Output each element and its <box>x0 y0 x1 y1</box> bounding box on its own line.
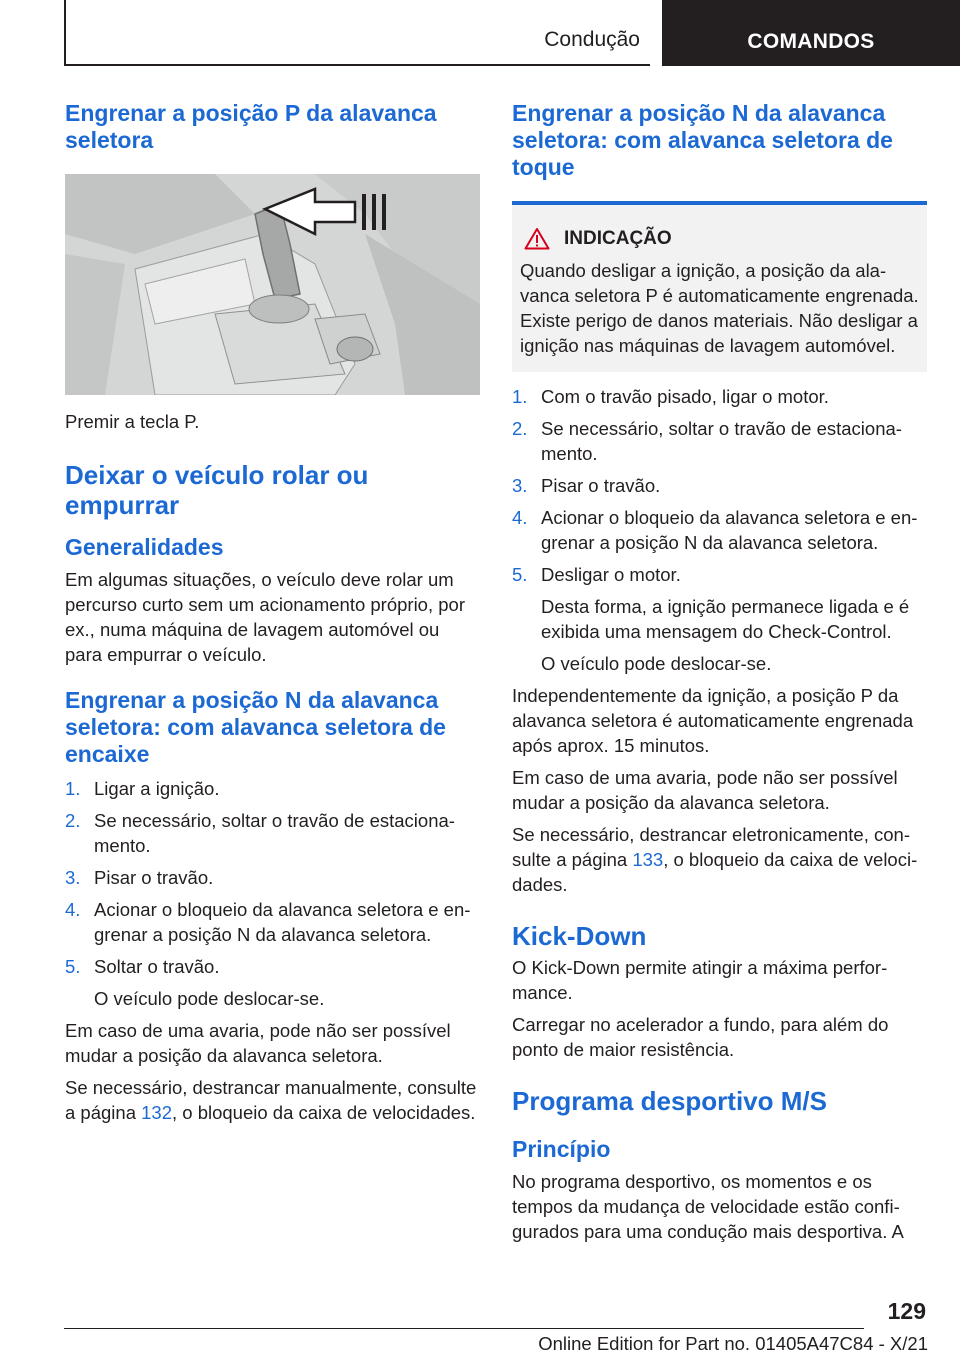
list-item: 2. Se necessário, soltar o travão de estacionamento. <box>65 810 455 856</box>
heading-sport-program: Programa desportivo M/S <box>512 1086 827 1116</box>
header-rule-vertical <box>64 0 66 66</box>
paragraph-fault: Em caso de uma avaria, pode não ser possível mudar a posição da alavanca seletora. <box>65 1020 451 1066</box>
footer-rule <box>64 1328 864 1329</box>
warning-box <box>512 201 927 372</box>
list-item: 5. Desligar o motor. <box>512 564 681 585</box>
paragraph-electronic-unlock: Se necessário, destrancar eletronicamente, consulte a página 133, o bloqueio da caixa de velocidades. <box>512 824 918 895</box>
steps-list-left <box>65 776 480 979</box>
paragraph-manual-unlock: Se necessário, destrancar manualmente, consulte a página 132, o bloqueio da caixa de velocidades. <box>65 1077 477 1123</box>
list-item: 4. Acionar o bloqueio da alavanca seletora e engrenar a posição N da alavanca seletora. <box>65 899 471 945</box>
step-note: O veículo pode deslocar-se. <box>94 988 325 1009</box>
list-item: 1. Ligar a ignição. <box>65 778 220 799</box>
paragraph-kick-down-1: O Kick-Down permite atingir a máxima performance. <box>512 957 888 1003</box>
step-note-roll: O veículo pode deslocar-se. <box>541 653 772 674</box>
warning-triangle-icon <box>524 227 550 250</box>
heading-neutral-lever: Engrenar a posição N da alavanca seletora: com alavanca seletora de encaixe <box>65 687 446 767</box>
heading-neutral-touch: Engrenar a posição N da alavanca seletora: com alavanca seletora de toque <box>512 100 893 180</box>
step-note-check-control: Desta forma, a ignição permanece ligada e é exibida uma mensagem do Check-Control. <box>541 596 910 642</box>
page-link-133[interactable]: 133 <box>632 849 664 870</box>
heading-park-position: Engrenar a posição P da alavanca seletora <box>65 100 437 153</box>
left-column <box>65 100 480 1132</box>
warning-title: INDICAÇÃO <box>564 227 672 249</box>
gear-selector-drawing <box>65 174 480 395</box>
paragraph-principle: No programa desportivo, os momentos e os tempos da mudança de velocidade estão configurados para uma condução mais desportiva. A <box>512 1171 904 1242</box>
heading-kick-down: Kick-Down <box>512 921 647 951</box>
gear-selector-illustration <box>65 174 480 395</box>
paragraph-fault-right: Em caso de uma avaria, pode não ser possível mudar a posição da alavanca seletora. <box>512 767 898 813</box>
list-item: 4. Acionar o bloqueio da alavanca seletora e engrenar a posição N da alavanca seletora. <box>512 507 918 553</box>
right-column <box>512 100 927 1251</box>
list-item: 3. Pisar o travão. <box>65 867 214 888</box>
page-link-132[interactable]: 132 <box>141 1102 172 1123</box>
list-item: 1. Com o travão pisado, ligar o motor. <box>512 386 829 407</box>
warning-text: Quando desligar a ignição, a posição da alavanca seletora P é automaticamente engrenada. Existe perigo de danos materiais. Não desligar a ignição nas máquinas de lavagem automóvel. <box>520 260 919 356</box>
list-item: 5. Soltar o travão. <box>65 956 220 977</box>
figure-caption: Premir a tecla P. <box>65 411 200 432</box>
footer-edition: Online Edition for Part no. 01405A47C84 - X/21 <box>538 1333 928 1354</box>
paragraph-general: Em algumas situações, o veículo deve rolar um percurso curto sem um acionamento próprio, por ex., numa máquina de lavagem automóvel ou para empurrar o veículo. <box>65 569 465 665</box>
heading-general: Generalidades <box>65 534 224 560</box>
steps-list-right <box>512 384 927 587</box>
header-section-title: Condução <box>544 28 640 51</box>
paragraph-auto-park: Independentemente da ignição, a posição P da alavanca seletora é automaticamente engrenada após aprox. 15 minutos. <box>512 685 914 756</box>
list-item: 2. Se necessário, soltar o travão de estacionamento. <box>512 418 902 464</box>
list-item: 3. Pisar o travão. <box>512 475 661 496</box>
header-rule-bottom <box>64 64 650 66</box>
page-number: 129 <box>887 1298 926 1324</box>
heading-principle: Princípio <box>512 1136 611 1162</box>
heading-roll-or-push: Deixar o veículo rolar ou empurrar <box>65 460 369 520</box>
header-chapter-tab: COMANDOS <box>662 0 960 66</box>
paragraph-kick-down-2: Carregar no acelerador a fundo, para além do ponto de maior resistência. <box>512 1014 889 1060</box>
